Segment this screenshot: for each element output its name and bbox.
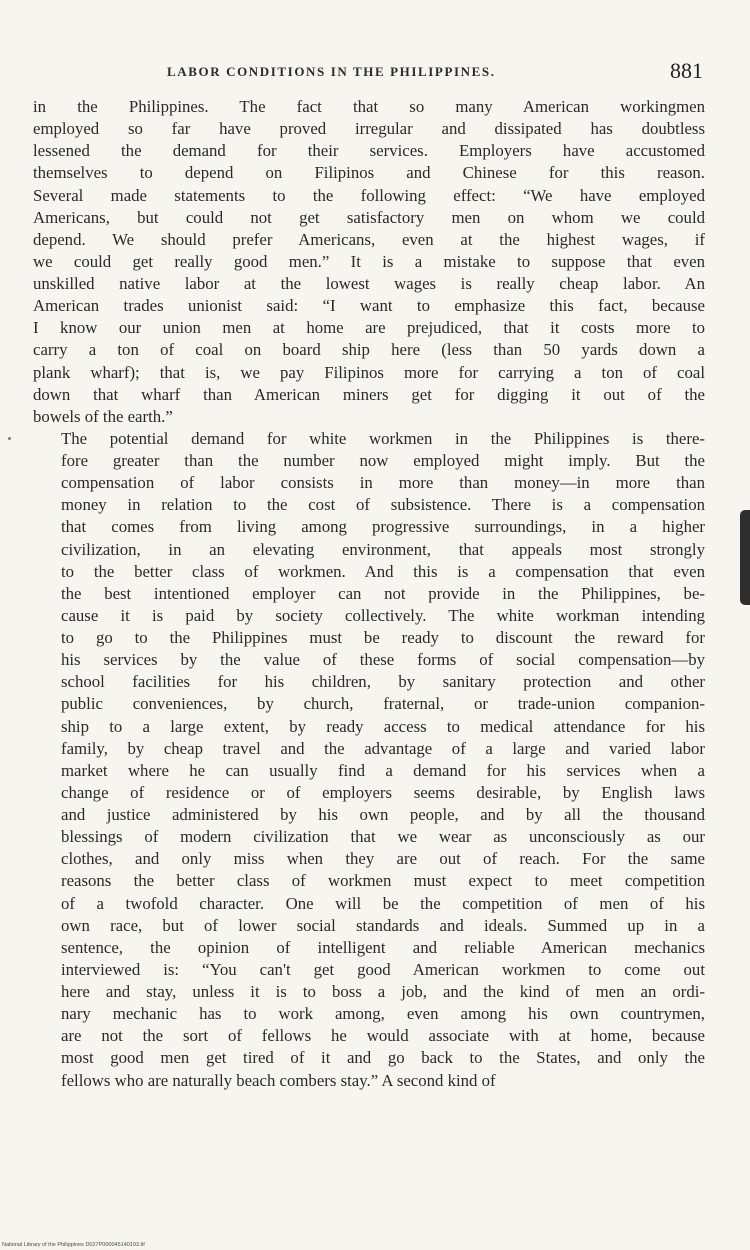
text-line: themselves to depend on Filipinos and Chinese for this reason. <box>33 163 705 183</box>
paragraph-1 <box>33 96 705 428</box>
text-line: market where he can usually find a demand for his services when a <box>61 760 705 780</box>
text-line: change of residence or of employers seems desirable, by English laws <box>61 782 705 802</box>
text-line: most good men get tired of it and go back to the States, and only the <box>61 1048 705 1068</box>
text-line: lessened the demand for their services. Employers have accustomed <box>33 141 705 161</box>
text-line: family, by cheap travel and the advantage of a large and varied labor <box>61 738 705 758</box>
running-title: LABOR CONDITIONS IN THE PHILIPPINES. <box>167 64 496 79</box>
text-line: employed so far have proved irregular and dissipated has doubtless <box>33 119 705 139</box>
text-line: sentence, the opinion of intelligent and reliable American mechanics <box>61 937 705 957</box>
page-number: 881 <box>670 58 703 83</box>
text-line: I know our union men at home are prejudiced, that it costs more to <box>33 318 705 338</box>
text-line: are not the sort of fellows he would associate with at home, because <box>61 1026 705 1046</box>
text-line: nary mechanic has to work among, even among his own countrymen, <box>61 1004 705 1024</box>
text-line: civilization, in an elevating environment, that appeals most strongly <box>61 539 705 559</box>
text-line: Americans, but could not get satisfactory men on whom we could <box>33 207 705 227</box>
text-line: in the Philippines. The fact that so many American workingmen <box>33 97 705 116</box>
text-line: plank wharf); that is, we pay Filipinos more for carrying a ton of coal <box>33 362 705 382</box>
text-line: to go to the Philippines must be ready to discount the reward for <box>61 628 705 647</box>
text-line: clothes, and only miss when they are out of reach. For the same <box>61 849 705 869</box>
text-line: interviewed is: “You can't get good American workmen to come out <box>61 959 705 979</box>
page-header <box>35 58 703 92</box>
text-line: The potential demand for white workmen in the Philippines is there- <box>61 428 705 448</box>
scan-speck-artifact <box>8 437 11 440</box>
text-line: cause it is paid by society collectively. The white workman intending <box>61 605 705 625</box>
text-line: compensation of labor consists in more than money—in more than <box>61 473 705 493</box>
text-line: and justice administered by his own people, and by all the thousand <box>61 805 705 824</box>
text-line: ship to a large extent, by ready access to medical attendance for his <box>61 716 705 736</box>
text-line: American trades unionist said: “I want to emphasize this fact, because <box>33 296 705 316</box>
text-line: reasons the better class of workmen must expect to meet competition <box>61 871 705 891</box>
text-line: down that wharf than American miners get for digging it out of the <box>33 384 705 404</box>
text-line: to the better class of workmen. And this is a compensation that even <box>61 561 705 581</box>
text-line: public conveniences, by church, fraternal, or trade-union companion- <box>61 694 705 714</box>
text-line: money in relation to the cost of subsistence. There is a compensation <box>61 495 705 515</box>
text-line: fellows who are naturally beach combers stay.” A second kind of <box>61 1070 496 1090</box>
text-line: we could get really good men.” It is a mistake to suppose that even <box>33 251 705 271</box>
text-line: Several made statements to the following effect: “We have employed <box>33 185 705 205</box>
text-line: depend. We should prefer Americans, even at the highest wages, if <box>33 229 705 249</box>
body-text <box>33 96 705 1092</box>
text-line: the best intentioned employer can not provide in the Philippines, be- <box>61 583 705 603</box>
text-line: blessings of modern civilization that we wear as unconsciously as our <box>61 827 705 847</box>
text-line: his services by the value of these forms of social compensation—by <box>61 650 705 670</box>
text-line: that comes from living among progressive surroundings, in a higher <box>61 517 705 537</box>
text-line: of a twofold character. One will be the competition of men of his <box>61 893 705 913</box>
scan-edge-artifact <box>740 510 750 605</box>
text-line: here and stay, unless it is to boss a job, and the kind of men an ordi- <box>61 982 705 1001</box>
scan-credit: National Library of the Philippines D027P000045140193.tif <box>2 1242 145 1248</box>
text-line: own race, but of lower social standards and ideals. Summed up in a <box>61 915 705 935</box>
text-line: school facilities for his children, by sanitary protection and other <box>61 672 705 692</box>
text-line: carry a ton of coal on board ship here (less than 50 yards down a <box>33 340 705 360</box>
text-line: fore greater than the number now employed might imply. But the <box>61 451 705 470</box>
text-line: bowels of the earth.” <box>33 406 173 426</box>
text-line: unskilled native labor at the lowest wages is really cheap labor. An <box>33 274 705 293</box>
paragraph-2 <box>33 428 705 1092</box>
